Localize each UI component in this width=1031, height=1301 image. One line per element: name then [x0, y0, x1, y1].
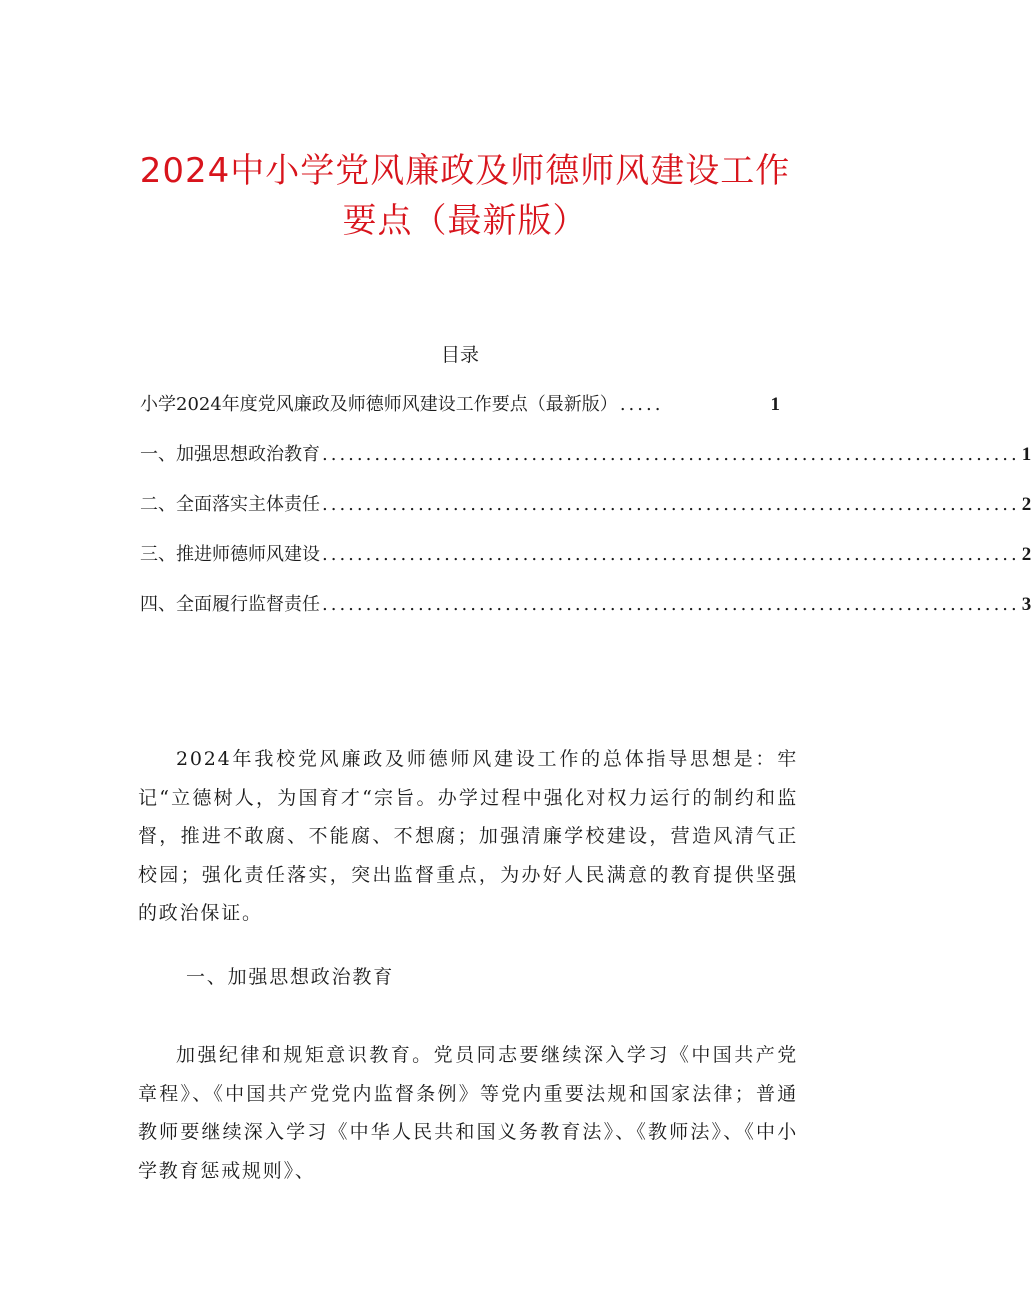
document-title-line-1: 2024中小学党风廉政及师德师风建设工作	[139, 151, 791, 191]
toc-entry-text: 三、推进师德师风建设	[140, 544, 320, 565]
toc-page-number: 3	[1021, 594, 1031, 615]
body-paragraph: 加强纪律和规矩意识教育。党员同志要继续深入学习《中国共产党章程》、《中国共产党党内监督条例》等党内重要法规和国家法律；普通教师要继续深入学习《中华人民共和国义务教育法》、《教师法》、《中小学教育惩戒规则》、	[138, 1044, 798, 1182]
toc-entry[interactable]	[140, 390, 780, 440]
toc-leader-dots: ................................................................................	[322, 594, 1020, 615]
intro-paragraph: 2024年我校党风廉政及师德师风建设工作的总体指导思想是：牢记“立德树人，为国育才“宗旨。办学过程中强化对权力运行的制约和监督，推进不敢腐、不能腐、不想腐；加强清廉学校建设，营造风清气正校园；强化责任落实，突出监督重点，为办好人民满意的教育提供坚强的政治保证。	[138, 748, 798, 924]
toc-page-number: 2	[1021, 494, 1031, 515]
toc-leader-dots: ................................................................................	[322, 544, 1020, 565]
toc-entry[interactable]	[140, 540, 1031, 590]
toc-page-number: 1	[770, 394, 780, 415]
toc-page-number: 1	[1021, 444, 1031, 465]
section-heading: 一、加强思想政治教育	[186, 966, 395, 988]
toc-heading: 目录	[440, 344, 479, 366]
table-of-contents	[140, 390, 1031, 640]
toc-entry-text: 一、加强思想政治教育	[140, 444, 320, 465]
toc-entry[interactable]	[140, 490, 1031, 540]
toc-entry[interactable]	[140, 440, 1031, 490]
toc-entry-text: 二、全面落实主体责任	[140, 494, 320, 515]
toc-leader-dots: .....	[619, 394, 664, 415]
toc-entry-text: 四、全面履行监督责任	[140, 594, 320, 615]
toc-entry-text: 小学2024年度党风廉政及师德师风建设工作要点（最新版）	[140, 394, 618, 415]
toc-entry[interactable]	[140, 590, 1031, 640]
toc-page-number: 2	[1021, 544, 1031, 565]
document-title-line-2: 要点（最新版）	[342, 201, 588, 241]
toc-leader-dots: ................................................................................	[322, 444, 1020, 465]
toc-leader-dots: ................................................................................	[322, 494, 1020, 515]
